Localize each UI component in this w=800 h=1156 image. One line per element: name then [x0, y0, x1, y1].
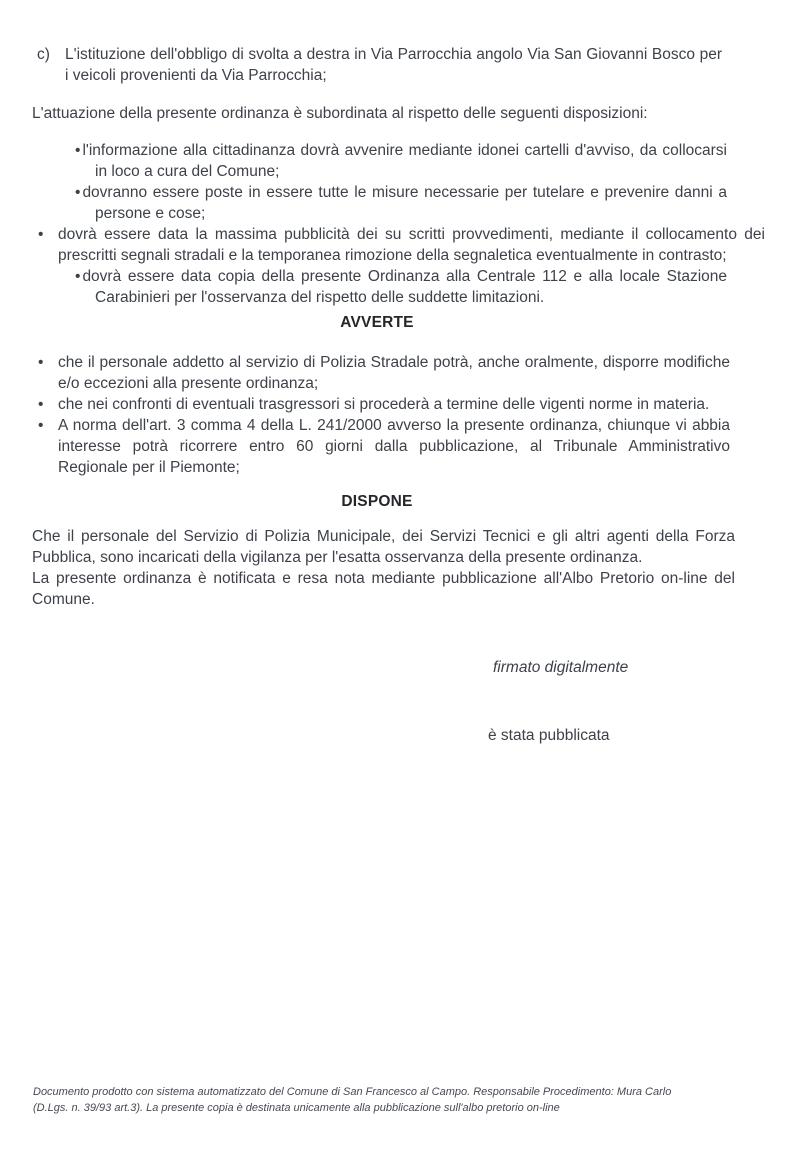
document-footer	[33, 1084, 753, 1116]
bullet-icon: •	[38, 354, 44, 371]
list-item	[32, 352, 730, 394]
list-item-text: dovrà essere data la massima pubblicità dei su scritti provvedimenti, mediante il collocamento dei prescritti segnali stradali e la temporanea rimozione della segnaletica eventualmente in contrasto;	[58, 226, 765, 264]
list-item	[32, 140, 727, 182]
footer-line: Documento prodotto con sistema automatizzato del Comune di San Francesco al Campo. Responsabile Procedimento: Mura Carlo	[33, 1086, 672, 1098]
digital-signature-note: firmato digitalmente	[493, 659, 629, 676]
implementation-intro-paragraph: L'attuazione della presente ordinanza è subordinata al rispetto delle seguenti disposizioni:	[32, 105, 648, 122]
bullet-icon: •	[38, 396, 44, 413]
list-item-text: che nei confronti di eventuali trasgressori si procederà a termine delle vigenti norme in materia.	[58, 396, 710, 413]
bullet-icon: •	[75, 184, 81, 201]
list-item-text: dovranno essere poste in essere tutte le misure necessarie per tutelare e prevenire danni a persone e cose;	[82, 184, 727, 222]
list-item-text: dovrà essere data copia della presente Ordinanza alla Centrale 112 e alla locale Stazione Carabinieri per l'osservanza del rispetto delle suddette limitazioni.	[82, 268, 727, 306]
section-heading-dispone: DISPONE	[341, 493, 413, 510]
list-item-text: l'informazione alla cittadinanza dovrà avvenire mediante idonei cartelli d'avviso, da collocarsi in loco a cura del Comune;	[82, 142, 727, 180]
bullet-icon: •	[75, 142, 81, 159]
clause-letter-marker: c)	[37, 46, 50, 63]
list-item-text: che il personale addetto al servizio di Polizia Stradale potrà, anche oralmente, disporre modifiche e/o eccezioni alla presente ordinanza;	[58, 354, 730, 392]
ordinance-clause-c	[32, 44, 722, 86]
dispone-paragraphs	[32, 526, 765, 610]
list-item-text: A norma dell'art. 3 comma 4 della L. 241/2000 avverso la presente ordinanza, chiunque vi abbia interesse potrà ricorrere entro 60 giorni dalla pubblicazione, al Tribunale Amministrativo Regionale per il Piemonte;	[58, 417, 730, 476]
list-item	[32, 224, 765, 266]
list-item	[32, 182, 727, 224]
dispone-paragraph: La presente ordinanza è notificata e resa nota mediante pubblicazione all'Albo Pretorio on-line del Comune.	[32, 570, 735, 608]
avverte-list	[32, 352, 765, 478]
publication-status-note: è stata pubblicata	[488, 727, 610, 744]
bullet-icon: •	[38, 226, 44, 243]
clause-text: L'istituzione dell'obbligo di svolta a destra in Via Parrocchia angolo Via San Giovanni Bosco per i veicoli provenienti da Via Parrocchia;	[65, 46, 722, 84]
footer-line: (D.Lgs. n. 39/93 art.3). La presente copia è destinata unicamente alla pubblicazione sull'albo pretorio on-line	[33, 1102, 560, 1114]
list-item	[32, 415, 730, 478]
list-item	[32, 266, 727, 308]
bullet-icon: •	[38, 417, 44, 434]
bullet-icon: •	[75, 268, 81, 285]
section-heading-avverte: AVVERTE	[340, 314, 414, 331]
list-item	[32, 394, 730, 415]
dispone-paragraph: Che il personale del Servizio di Polizia Municipale, dei Servizi Tecnici e gli altri agenti della Forza Pubblica, sono incaricati della vigilanza per l'esatta osservanza della presente ordinanza.	[32, 528, 735, 566]
provisions-list	[32, 140, 765, 308]
